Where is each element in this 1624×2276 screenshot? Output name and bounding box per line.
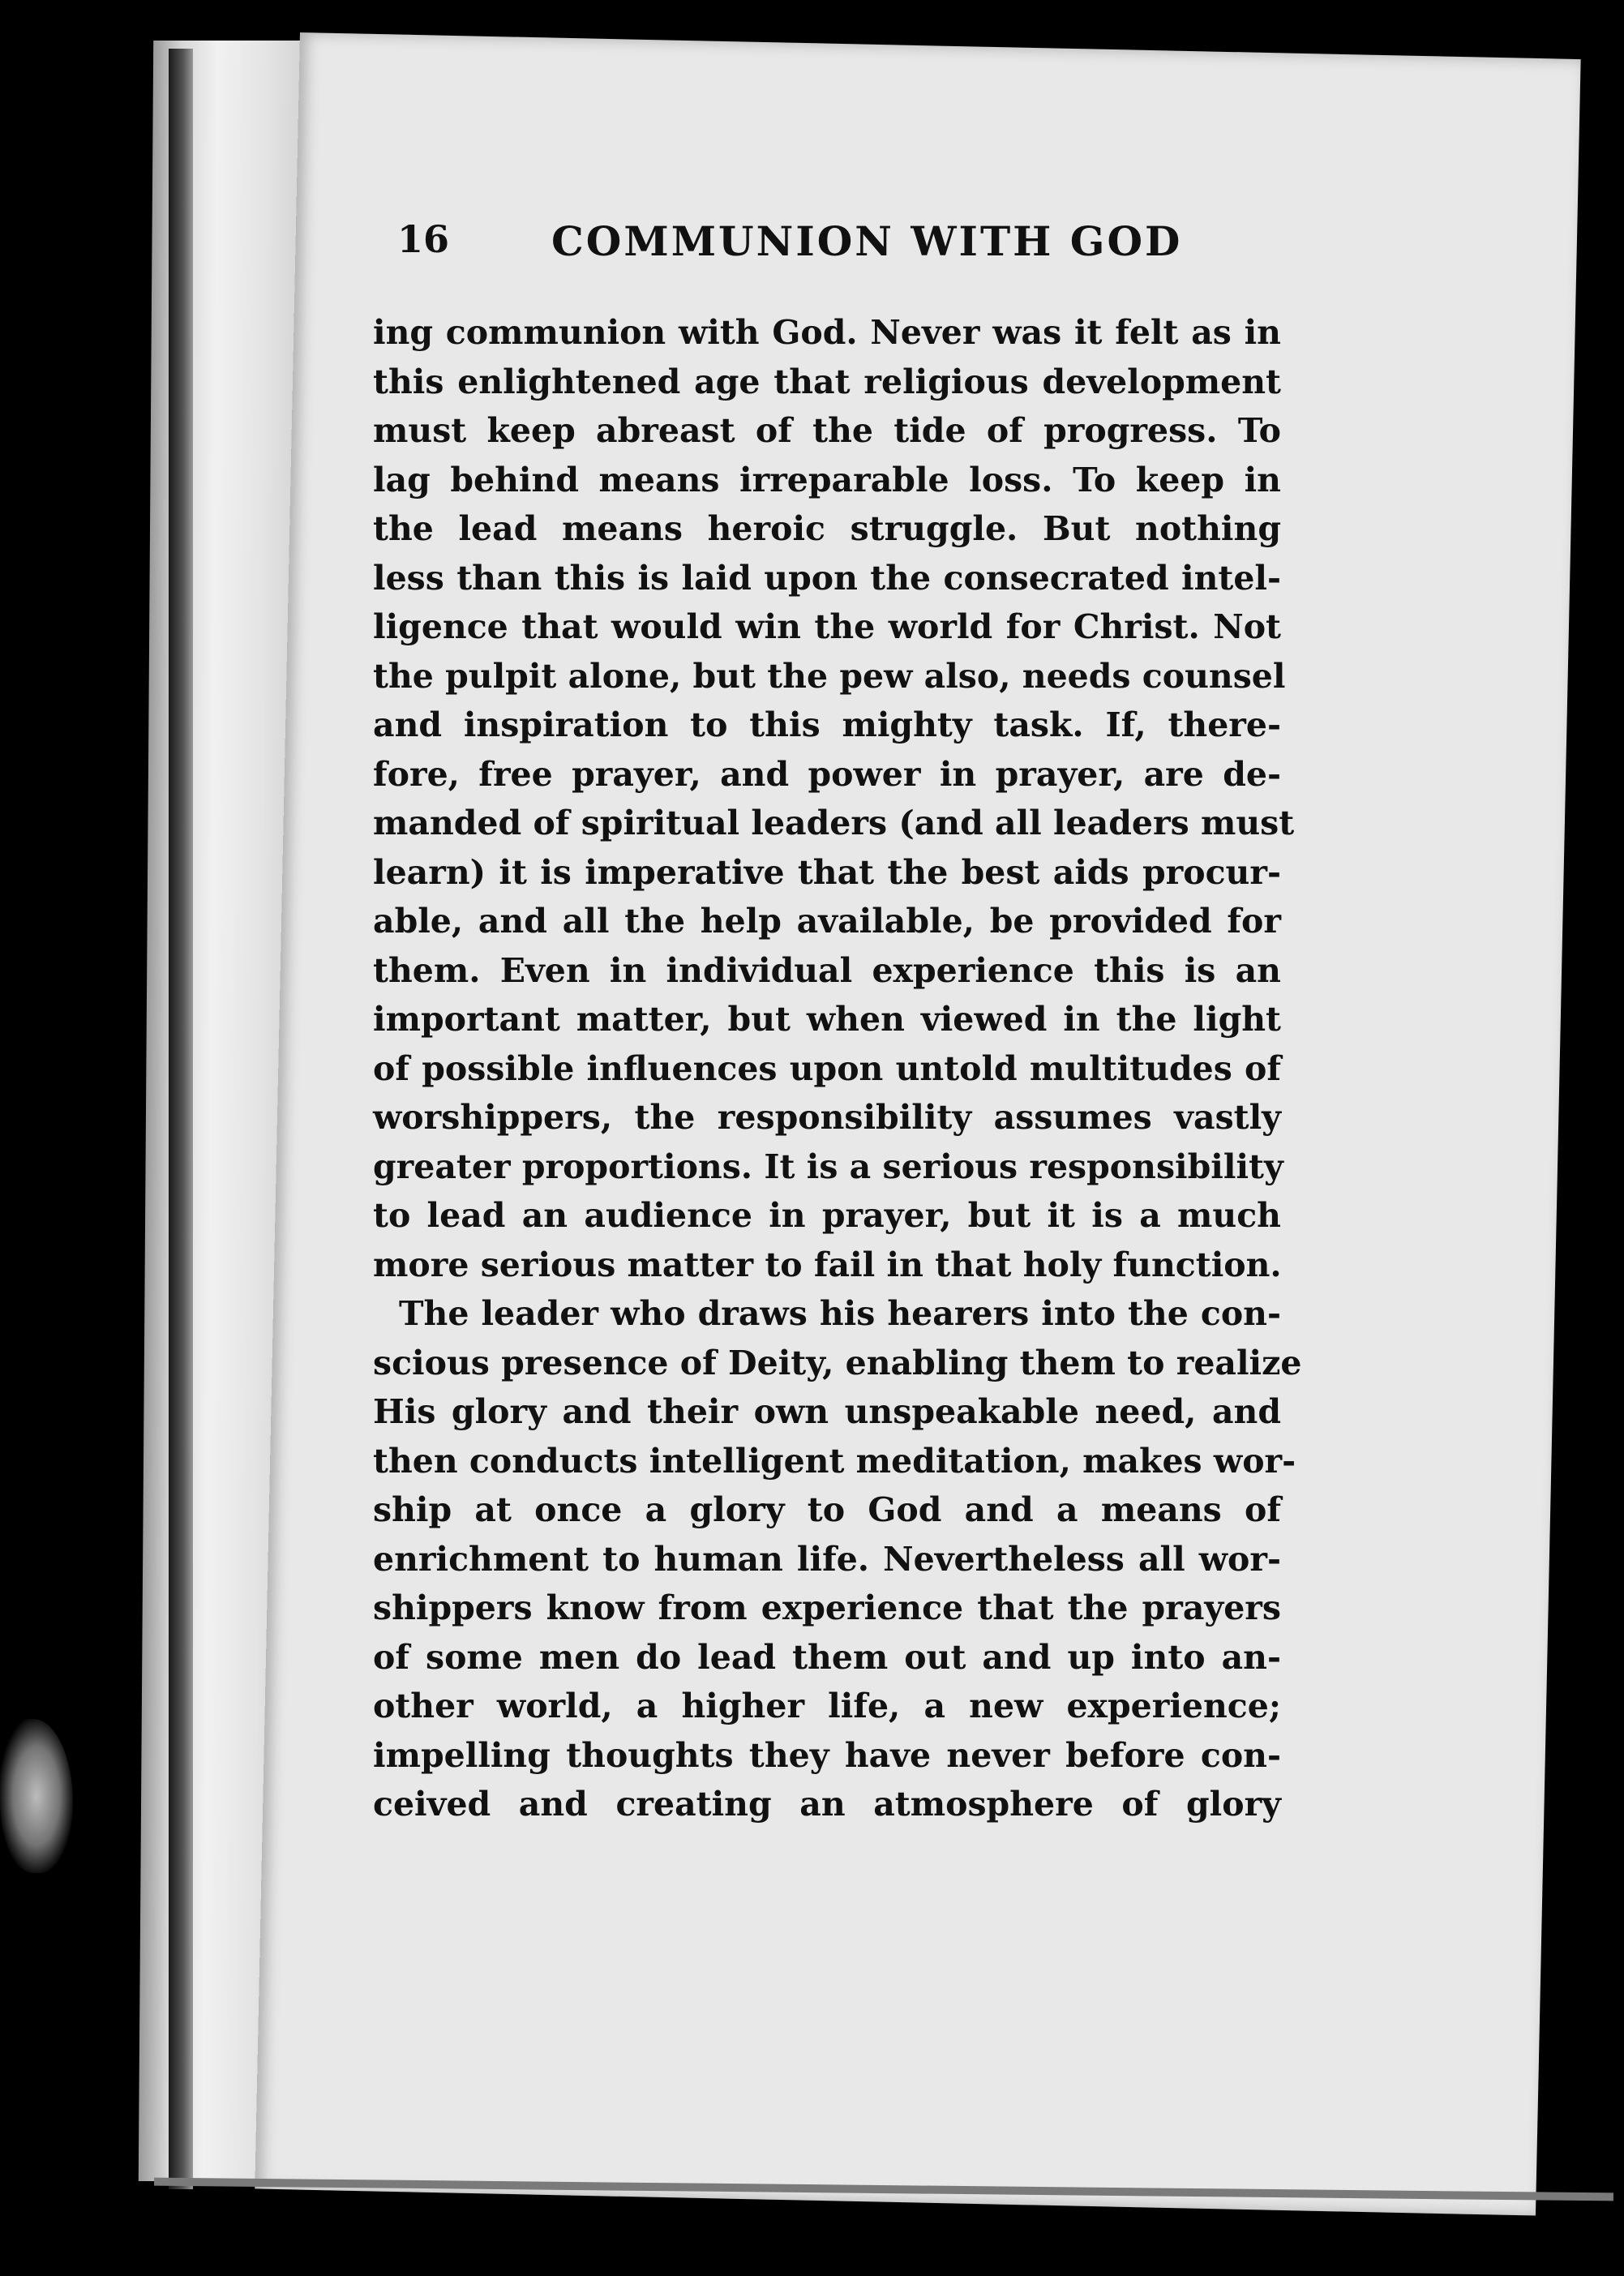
text-line: the lead means heroic struggle. But nothing (373, 509, 1281, 548)
text-line: important matter, but when viewed in the light (373, 1000, 1281, 1039)
text-line: ing communion with God. Never was it felt as in (373, 313, 1281, 352)
text-line: of possible influences upon untold multitudes of (373, 1048, 1281, 1088)
text-line: fore, free prayer, and power in prayer, are de- (373, 754, 1281, 794)
text-line: lag behind means irreparable loss. To keep in (373, 460, 1281, 499)
text-line: worshippers, the responsibility assumes vastly (373, 1098, 1281, 1137)
text-line: more serious matter to fail in that holy function. (373, 1245, 1282, 1284)
text-line: less than this is laid upon the consecrated intel- (373, 558, 1281, 598)
text-line: His glory and their own unspeakable need, and (373, 1392, 1281, 1431)
text-line: other world, a higher life, a new experience; (373, 1687, 1281, 1725)
text-line: and inspiration to this mighty task. If, there- (373, 705, 1281, 744)
text-line: enrichment to human life. Nevertheless all wor- (373, 1539, 1281, 1579)
text-line: impelling thoughts they have never before con- (373, 1735, 1281, 1775)
text-line: greater proportions. It is a serious responsibility (373, 1147, 1283, 1186)
text-line: then conducts intelligent meditation, makes wor- (373, 1441, 1296, 1481)
text-line: ceived and creating an atmosphere of glory (373, 1785, 1281, 1824)
text-line: of some men do lead them out and up into an- (373, 1637, 1281, 1677)
text-line: manded of spiritual leaders (and all leaders must (373, 804, 1295, 842)
running-head: COMMUNION WITH GOD (551, 217, 1183, 265)
text-line: shippers know from experience that the prayers (373, 1588, 1281, 1627)
text-line: must keep abreast of the tide of progress. To (373, 411, 1281, 450)
text-line: them. Even in individual experience this is an (373, 950, 1281, 990)
body-text (373, 308, 1302, 1829)
torn-edge-smudge (0, 1719, 73, 1873)
spine-shadow (169, 49, 193, 2189)
page-number: 16 (397, 217, 450, 261)
text-line: to lead an audience in prayer, but it is a much (373, 1196, 1281, 1235)
text-line: scious presence of Deity, enabling them to realize (373, 1343, 1302, 1382)
text-line: able, and all the help available, be provided for (373, 902, 1281, 941)
text-line: this enlightened age that religious development (373, 362, 1281, 401)
page-header (397, 217, 1411, 290)
text-line: ligence that would win the world for Christ. Not (373, 607, 1281, 646)
paragraph-first-line: The leader who draws his hearers into the con- (399, 1294, 1281, 1333)
text-line: the pulpit alone, but the pew also, needs counsel (373, 656, 1286, 696)
text-line: learn) it is imperative that the best aids procur- (373, 852, 1281, 892)
text-line: ship at once a glory to God and a means of (373, 1490, 1281, 1529)
